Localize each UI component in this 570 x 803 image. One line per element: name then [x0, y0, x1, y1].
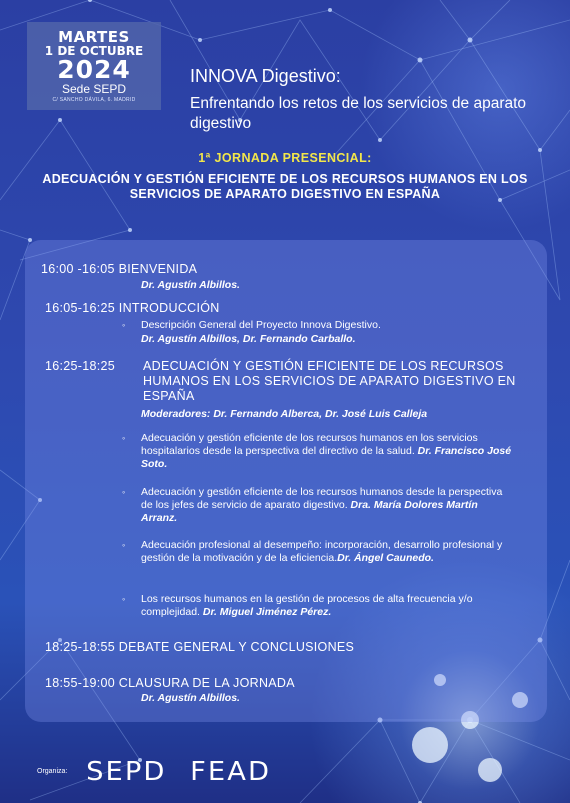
intro-bullet-text: Descripción General del Proyecto Innova Digestivo.: [141, 319, 381, 331]
page-subtitle: Enfrentando los retos de los servicios de aparato digestivo: [190, 95, 527, 132]
bullet-icon: ◦: [122, 594, 126, 604]
organizer-label: Organiza:: [37, 768, 68, 775]
talk-speaker: Dra. María Dolores Martín Arranz.: [141, 499, 478, 524]
intro-bullet: [122, 319, 381, 332]
page-title: INNOVA Digestivo:: [190, 66, 341, 86]
date-badge: [27, 22, 161, 110]
talk-item: [122, 539, 521, 565]
talk-text: Adecuación profesional al desempeño: incorporación, desarrollo profesional y gestión de la motivación y de la eficiencia.: [141, 539, 503, 564]
event-weekday: MARTES: [58, 28, 130, 46]
block-title: ADECUACIÓN Y GESTIÓN EFICIENTE DE LOS RECURSOS HUMANOS EN LOS SERVICIOS DE APARATO DIGESTIVO EN ESPAÑA: [143, 359, 516, 403]
fead-logo: FEAD: [190, 757, 272, 787]
block-time: 16:25-18:25: [45, 359, 116, 373]
bullet-icon: ◦: [122, 433, 126, 443]
talk-speaker: Dr. Miguel Jiménez Pérez.: [202, 606, 332, 618]
speaker-closing: Dr. Agustín Albillos.: [141, 692, 240, 704]
bullet-icon: ◦: [122, 540, 126, 550]
event-year: 2024: [57, 55, 131, 84]
program-item-closing: 18:55-19:00 CLAUSURA DE LA JORNADA: [45, 676, 295, 690]
bullet-icon: ◦: [122, 487, 126, 497]
talk-speaker: Dr. Ángel Caunedo.: [337, 552, 434, 564]
sepd-logo: SEPD: [86, 757, 167, 787]
talk-text: Adecuación y gestión eficiente de los recursos humanos en los servicios hospitalarios desde la perspectiva del directivo de la salud.: [141, 432, 478, 457]
jornada-title: ADECUACIÓN Y GESTIÓN EFICIENTE DE LOS RECURSOS HUMANOS EN LOS SERVICIOS DE APARATO DIGESTIVO EN ESPAÑA: [42, 172, 528, 201]
block-moderators: Moderadores: Dr. Fernando Alberca, Dr. José Luis Calleja: [141, 408, 428, 420]
talk-item: [122, 432, 531, 471]
speaker-welcome: Dr. Agustín Albillos.: [141, 279, 240, 291]
program-item-debate: 18:25-18:55 DEBATE GENERAL Y CONCLUSIONES: [45, 640, 355, 654]
jornada-label: 1ª JORNADA PRESENCIAL:: [198, 151, 372, 165]
talk-text: Los recursos humanos en la gestión de procesos de alta frecuencia y/o complejidad.: [141, 593, 473, 618]
program-item-intro: 16:05-16:25 INTRODUCCIÓN: [45, 301, 220, 315]
event-address: C/ SANCHO DÁVILA, 6. MADRID: [52, 97, 136, 103]
speaker-intro: Dr. Agustín Albillos, Dr. Fernando Carballo.: [141, 333, 356, 345]
talk-item: [122, 486, 516, 525]
talk-item: [122, 593, 516, 619]
event-date: 1 DE OCTUBRE: [44, 44, 144, 58]
program-item-welcome: 16:00 -16:05 BIENVENIDA: [41, 262, 198, 276]
event-venue: Sede SEPD: [61, 82, 127, 96]
talk-text: Adecuación y gestión eficiente de los recursos humanos desde la perspectiva de los jefes de servicio de aparato digestivo.: [141, 486, 503, 511]
talk-speaker: Dr. Francisco José Soto.: [141, 445, 512, 470]
bullet-icon: ◦: [122, 320, 126, 330]
